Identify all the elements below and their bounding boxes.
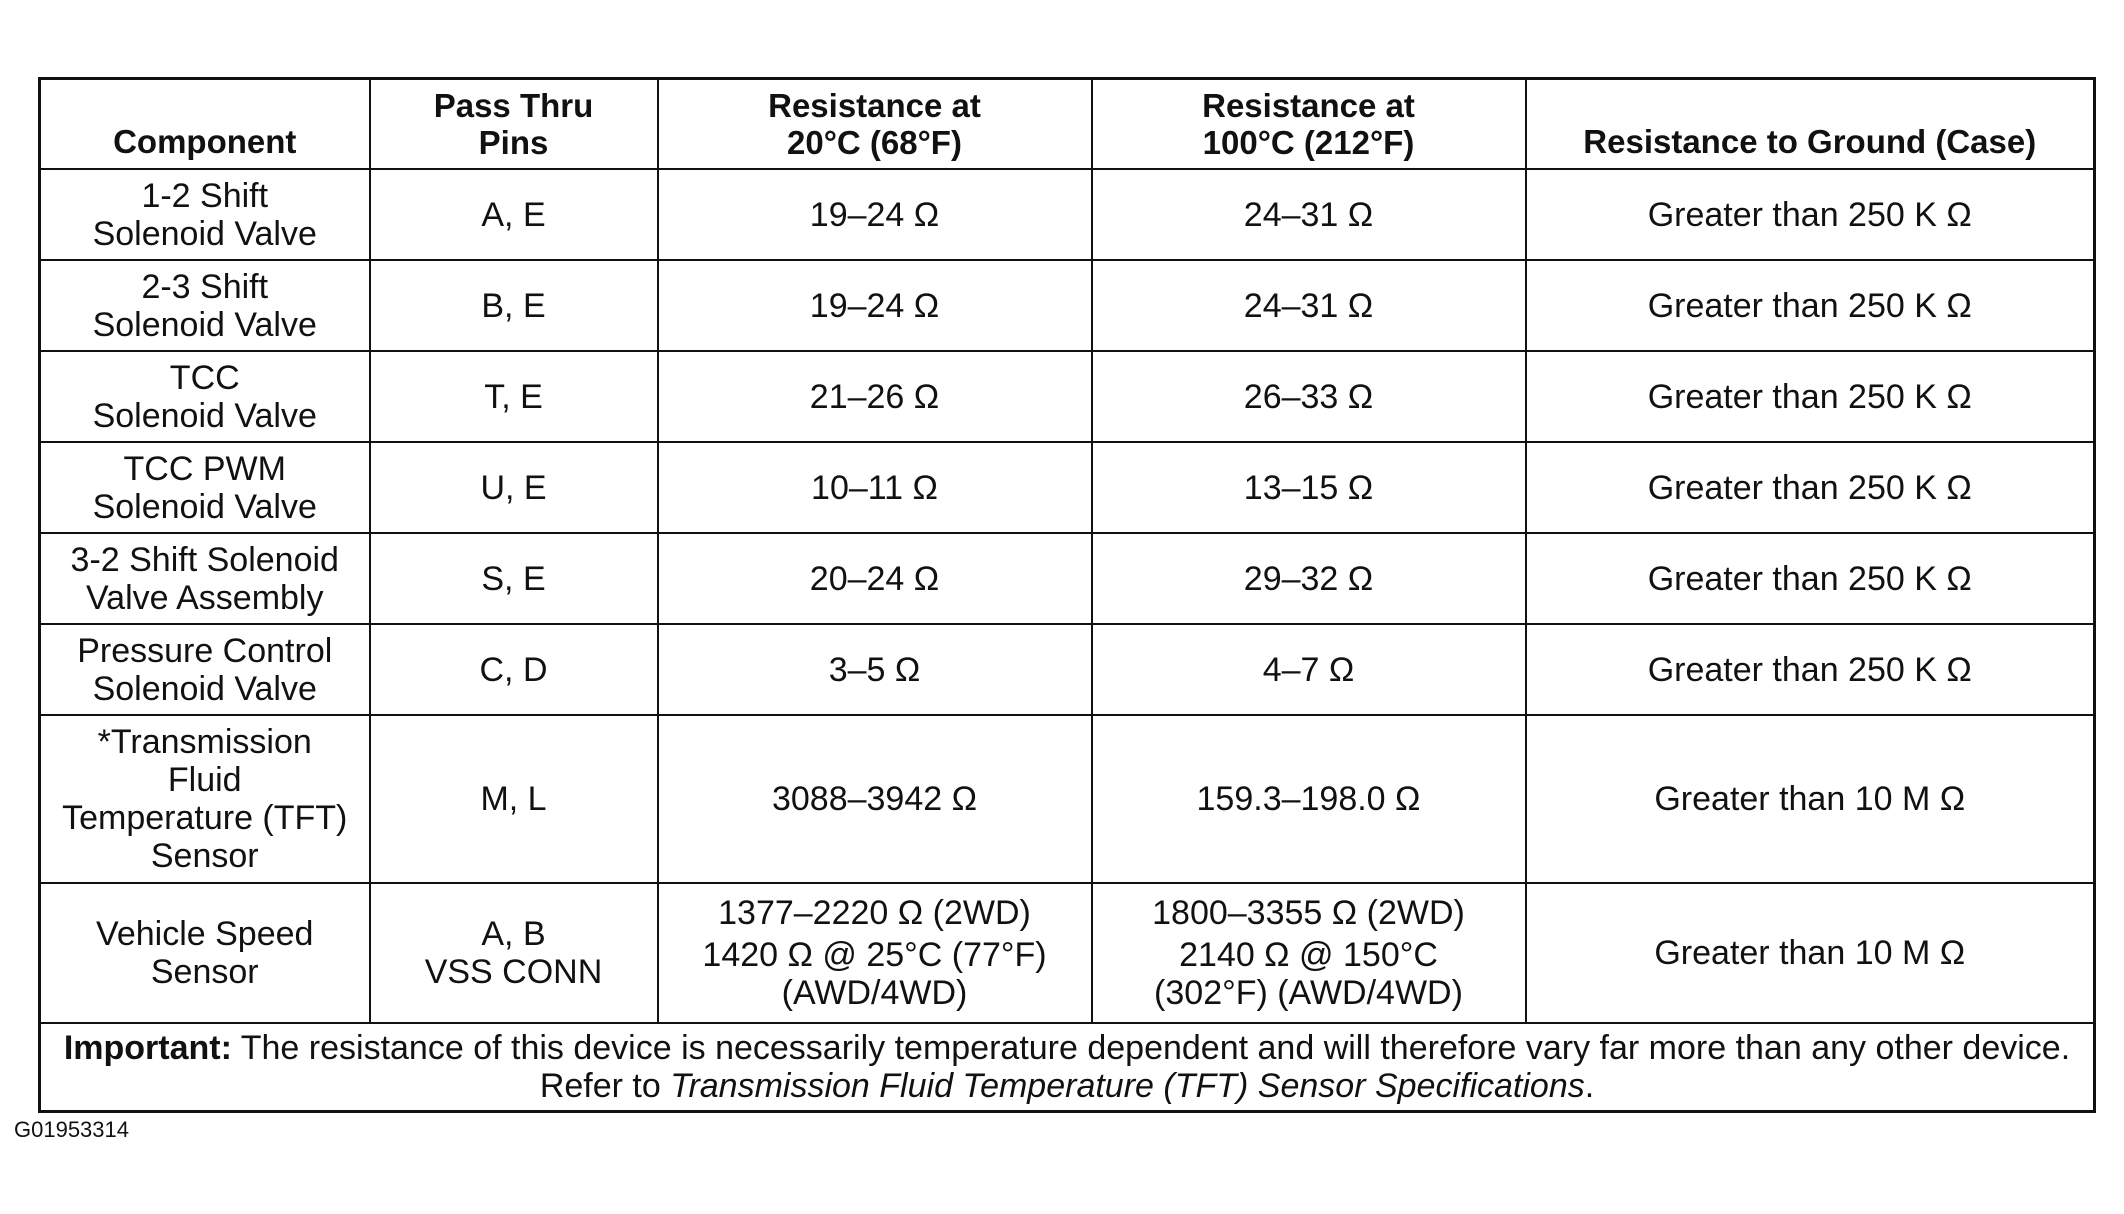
note-label: Important: [63, 1028, 232, 1067]
resistance-20c-cell: 20–24 Ω [658, 533, 1092, 624]
resistance-ground-cell: Greater than 250 K Ω [1526, 351, 2095, 442]
resistance-100c-cell: 24–31 Ω [1092, 169, 1526, 260]
pins-cell: M, L [370, 715, 658, 883]
pins-cell: C, D [370, 624, 658, 715]
note-text: The resistance of this device is necessarily temperature dependent and will therefore vary far more than any other device. Refer to [231, 1028, 2071, 1105]
table-row-vehicle-speed-sensor [40, 883, 2095, 1023]
resistance-100c-cell: 13–15 Ω [1092, 442, 1526, 533]
pins-cell: T, E [370, 351, 658, 442]
component-cell: Pressure Control Solenoid Valve [40, 624, 370, 715]
table-row [40, 533, 2095, 624]
resistance-100c-cell: 29–32 Ω [1092, 533, 1526, 624]
resistance-ground-cell: Greater than 250 K Ω [1526, 533, 2095, 624]
table-row [40, 169, 2095, 260]
header-component: Component [40, 79, 370, 170]
resistance-ground-cell: Greater than 250 K Ω [1526, 442, 2095, 533]
resistance-ground-cell: Greater than 250 K Ω [1526, 624, 2095, 715]
header-row [40, 79, 2095, 170]
resistance-ground-cell: Greater than 10 M Ω [1526, 715, 2095, 883]
pins-cell: A, E [370, 169, 658, 260]
solenoid-resistance-table [38, 77, 2096, 1113]
pins-cell: S, E [370, 533, 658, 624]
resistance-20c-cell: 3–5 Ω [658, 624, 1092, 715]
resistance-ground-cell: Greater than 10 M Ω [1526, 883, 2095, 1023]
pins-cell: A, B VSS CONN [370, 883, 658, 1023]
table-row [40, 351, 2095, 442]
resistance-ground-cell: Greater than 250 K Ω [1526, 260, 2095, 351]
component-cell: 2-3 Shift Solenoid Valve [40, 260, 370, 351]
note-row [40, 1023, 2095, 1111]
component-cell: *Transmission Fluid Temperature (TFT) Sensor [40, 715, 370, 883]
important-note [40, 1023, 2095, 1111]
resistance-100c-cell: 26–33 Ω [1092, 351, 1526, 442]
resistance-20c-cell: 3088–3942 Ω [658, 715, 1092, 883]
resistance-100c-cell: 159.3–198.0 Ω [1092, 715, 1526, 883]
table-row [40, 260, 2095, 351]
resistance-20c-cell: 21–26 Ω [658, 351, 1092, 442]
component-cell: TCC Solenoid Valve [40, 351, 370, 442]
note-end: . [1584, 1066, 1595, 1105]
table-row [40, 442, 2095, 533]
resistance-100c-cell: 4–7 Ω [1092, 624, 1526, 715]
resistance-20c-cell: 1377–2220 Ω (2WD) 1420 Ω @ 25°C (77°F) (AWD/4WD) [658, 883, 1092, 1023]
resistance-20c-cell: 19–24 Ω [658, 169, 1092, 260]
component-cell: Vehicle Speed Sensor [40, 883, 370, 1023]
header-resistance-ground: Resistance to Ground (Case) [1526, 79, 2095, 170]
header-resistance-100c: Resistance at 100°C (212°F) [1092, 79, 1526, 170]
resistance-100c-cell: 1800–3355 Ω (2WD) 2140 Ω @ 150°C (302°F) (AWD/4WD) [1092, 883, 1526, 1023]
resistance-20c-cell: 10–11 Ω [658, 442, 1092, 533]
header-resistance-20c: Resistance at 20°C (68°F) [658, 79, 1092, 170]
table-row-tft-sensor [40, 715, 2095, 883]
pins-cell: B, E [370, 260, 658, 351]
resistance-20c-cell: 19–24 Ω [658, 260, 1092, 351]
header-pass-thru-pins: Pass Thru Pins [370, 79, 658, 170]
pins-cell: U, E [370, 442, 658, 533]
note-reference: Transmission Fluid Temperature (TFT) Sensor Specifications [670, 1066, 1585, 1105]
figure-id: G01953314 [14, 1117, 129, 1142]
component-cell: TCC PWM Solenoid Valve [40, 442, 370, 533]
resistance-ground-cell: Greater than 250 K Ω [1526, 169, 2095, 260]
table-row [40, 624, 2095, 715]
component-cell: 1-2 Shift Solenoid Valve [40, 169, 370, 260]
resistance-100c-cell: 24–31 Ω [1092, 260, 1526, 351]
component-cell: 3-2 Shift Solenoid Valve Assembly [40, 533, 370, 624]
